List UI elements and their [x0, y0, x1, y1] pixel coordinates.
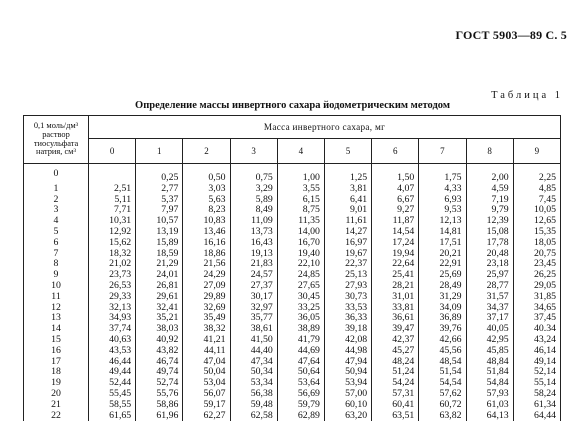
mass-cell: 4,33 [419, 184, 466, 195]
table-row [24, 411, 561, 422]
column-header: 2 [183, 139, 230, 164]
mass-cell: 46,74 [136, 357, 183, 368]
mass-cell: 24,01 [136, 270, 183, 281]
row-volume-cell: 20 [24, 389, 89, 400]
table-body [24, 164, 561, 422]
mass-cell: 39,47 [372, 324, 419, 335]
column-header: 3 [230, 139, 277, 164]
mass-cell: 22,91 [419, 259, 466, 270]
mass-cell: 51,54 [419, 367, 466, 378]
mass-cell: 8,49 [230, 205, 277, 216]
mass-cell: 55,14 [513, 378, 560, 389]
mass-cell: 63,20 [324, 411, 371, 422]
row-volume-cell: 3 [24, 205, 89, 216]
table-row [24, 205, 561, 216]
mass-cell: 64,13 [466, 411, 513, 422]
mass-cell: 9,53 [419, 205, 466, 216]
row-volume-cell: 9 [24, 270, 89, 281]
mass-cell: 13,46 [183, 227, 230, 238]
table-row [24, 227, 561, 238]
mass-cell: 11,09 [230, 216, 277, 227]
mass-cell: 59,17 [183, 400, 230, 411]
mass-cell: 50,94 [324, 367, 371, 378]
table-row [24, 195, 561, 206]
mass-cell: 51,84 [466, 367, 513, 378]
mass-cell: 1,25 [324, 164, 371, 184]
mass-cell: 61,65 [89, 411, 136, 422]
mass-cell: 60,72 [419, 400, 466, 411]
mass-cell: 14,81 [419, 227, 466, 238]
mass-cell: 61,03 [466, 400, 513, 411]
mass-cell: 5,37 [136, 195, 183, 206]
mass-cell: 35,77 [230, 313, 277, 324]
mass-cell: 49,74 [136, 367, 183, 378]
mass-cell: 61,34 [513, 400, 560, 411]
mass-cell: 7,71 [89, 205, 136, 216]
mass-cell: 47,64 [277, 357, 324, 368]
mass-cell: 14,27 [324, 227, 371, 238]
mass-cell: 16,16 [183, 238, 230, 249]
stub-header-line: раствор [42, 129, 70, 139]
mass-cell: 27,93 [324, 281, 371, 292]
mass-cell: 39,76 [419, 324, 466, 335]
mass-cell: 62,58 [230, 411, 277, 422]
mass-cell: 53,64 [277, 378, 324, 389]
mass-cell: 6,67 [372, 195, 419, 206]
mass-cell: 56,38 [230, 389, 277, 400]
table-row [24, 313, 561, 324]
mass-cell: 22,10 [277, 259, 324, 270]
row-volume-cell: 22 [24, 411, 89, 422]
mass-cell: 14,54 [372, 227, 419, 238]
mass-cell: 44,69 [277, 346, 324, 357]
mass-cell: 57,00 [324, 389, 371, 400]
mass-cell: 47,04 [183, 357, 230, 368]
mass-cell: 6,41 [324, 195, 371, 206]
mass-cell: 34,93 [89, 313, 136, 324]
mass-cell: 31,29 [419, 292, 466, 303]
mass-cell: 30,17 [230, 292, 277, 303]
mass-cell: 32,13 [89, 303, 136, 314]
mass-cell: 10,31 [89, 216, 136, 227]
mass-cell: 19,67 [324, 249, 371, 260]
mass-cell: 36,89 [419, 313, 466, 324]
mass-cell: 31,01 [372, 292, 419, 303]
mass-cell: 40.34 [513, 324, 560, 335]
mass-cell: 45,27 [372, 346, 419, 357]
mass-cell: 54,24 [372, 378, 419, 389]
column-header-row [24, 139, 561, 164]
mass-cell: 15,62 [89, 238, 136, 249]
mass-cell: 2,00 [466, 164, 513, 184]
mass-cell: 34,37 [466, 303, 513, 314]
mass-cell: 34,65 [513, 303, 560, 314]
mass-cell: 33,81 [372, 303, 419, 314]
table-row [24, 324, 561, 335]
mass-cell: 42,95 [466, 335, 513, 346]
mass-cell: 1,75 [419, 164, 466, 184]
mass-cell: 16,70 [277, 238, 324, 249]
mass-cell: 63,51 [372, 411, 419, 422]
mass-cell: 0,50 [183, 164, 230, 184]
mass-cell: 1,50 [372, 164, 419, 184]
mass-cell: 50,34 [230, 367, 277, 378]
mass-cell: 42,66 [419, 335, 466, 346]
data-table [23, 115, 561, 421]
mass-cell: 22,64 [372, 259, 419, 270]
mass-cell: 64,44 [513, 411, 560, 422]
mass-cell: 0,75 [230, 164, 277, 184]
mass-cell: 62,89 [277, 411, 324, 422]
stub-header-line: натрия, см³ [36, 147, 76, 157]
mass-cell: 25,69 [419, 270, 466, 281]
mass-cell: 13,73 [230, 227, 277, 238]
table-row [24, 281, 561, 292]
mass-cell: 43,53 [89, 346, 136, 357]
mass-cell: 0,25 [136, 164, 183, 184]
mass-cell: 23,45 [513, 259, 560, 270]
mass-cell: 3,03 [183, 184, 230, 195]
row-volume-cell: 14 [24, 324, 89, 335]
table-row [24, 292, 561, 303]
mass-cell: 28,49 [419, 281, 466, 292]
mass-cell: 21,29 [136, 259, 183, 270]
mass-cell [89, 164, 136, 184]
mass-cell: 46,14 [513, 346, 560, 357]
mass-cell: 38,03 [136, 324, 183, 335]
mass-cell: 58,55 [89, 400, 136, 411]
mass-cell: 20,48 [466, 249, 513, 260]
table-row [24, 303, 561, 314]
mass-cell: 57,93 [466, 389, 513, 400]
row-volume-cell: 17 [24, 357, 89, 368]
mass-cell: 37,74 [89, 324, 136, 335]
mass-cell: 38,89 [277, 324, 324, 335]
mass-cell: 63,82 [419, 411, 466, 422]
mass-cell: 44,11 [183, 346, 230, 357]
mass-cell: 12,39 [466, 216, 513, 227]
stub-header [24, 116, 89, 164]
mass-cell: 38,61 [230, 324, 277, 335]
mass-cell: 18,32 [89, 249, 136, 260]
mass-cell: 15,89 [136, 238, 183, 249]
table-row [24, 184, 561, 195]
row-volume-cell: 1 [24, 184, 89, 195]
stub-header-line: 0,1 моль/дм³ [33, 120, 79, 130]
mass-cell: 4,85 [513, 184, 560, 195]
mass-cell: 18,05 [513, 238, 560, 249]
mass-cell: 45,56 [419, 346, 466, 357]
row-volume-cell: 8 [24, 259, 89, 270]
mass-cell: 30,73 [324, 292, 371, 303]
row-volume-cell: 5 [24, 227, 89, 238]
mass-cell: 26,25 [513, 270, 560, 281]
mass-cell: 62,27 [183, 411, 230, 422]
mass-cell: 18,59 [136, 249, 183, 260]
mass-cell: 4,59 [466, 184, 513, 195]
mass-cell: 36,33 [324, 313, 371, 324]
mass-cell: 54,84 [466, 378, 513, 389]
mass-cell: 14,00 [277, 227, 324, 238]
mass-cell: 11,35 [277, 216, 324, 227]
mass-cell: 32,69 [183, 303, 230, 314]
mass-cell: 5,63 [183, 195, 230, 206]
mass-cell: 35,49 [183, 313, 230, 324]
table-row [24, 357, 561, 368]
mass-cell: 5,89 [230, 195, 277, 206]
mass-cell: 16,97 [324, 238, 371, 249]
mass-cell: 24,29 [183, 270, 230, 281]
mass-cell: 41,21 [183, 335, 230, 346]
mass-cell: 28,77 [466, 281, 513, 292]
mass-cell: 25,41 [372, 270, 419, 281]
table-row [24, 270, 561, 281]
mass-cell: 8,23 [183, 205, 230, 216]
row-volume-cell: 0 [24, 164, 89, 184]
mass-cell: 40,63 [89, 335, 136, 346]
mass-cell: 59,79 [277, 400, 324, 411]
mass-cell: 28,21 [372, 281, 419, 292]
mass-cell: 13,19 [136, 227, 183, 238]
mass-cell: 52,74 [136, 378, 183, 389]
mass-cell: 51,24 [372, 367, 419, 378]
mass-cell: 5,11 [89, 195, 136, 206]
mass-cell: 49,14 [513, 357, 560, 368]
mass-cell: 49,44 [89, 367, 136, 378]
mass-cell: 23,18 [466, 259, 513, 270]
mass-cell: 16,43 [230, 238, 277, 249]
mass-cell: 2,77 [136, 184, 183, 195]
mass-cell: 40,05 [466, 324, 513, 335]
mass-cell: 54,54 [419, 378, 466, 389]
mass-cell: 26,81 [136, 281, 183, 292]
mass-cell: 24,57 [230, 270, 277, 281]
mass-cell: 41,79 [277, 335, 324, 346]
mass-cell: 9,01 [324, 205, 371, 216]
row-volume-cell: 15 [24, 335, 89, 346]
mass-cell: 29,89 [183, 292, 230, 303]
column-header: 1 [136, 139, 183, 164]
mass-cell: 15,35 [513, 227, 560, 238]
mass-cell: 26,53 [89, 281, 136, 292]
mass-cell: 1,00 [277, 164, 324, 184]
mass-cell: 50,64 [277, 367, 324, 378]
row-volume-cell: 18 [24, 367, 89, 378]
mass-cell: 31,57 [466, 292, 513, 303]
mass-cell: 29,33 [89, 292, 136, 303]
mass-cell: 47,94 [324, 357, 371, 368]
mass-cell: 10,83 [183, 216, 230, 227]
table-row [24, 389, 561, 400]
mass-cell: 57,62 [419, 389, 466, 400]
row-volume-cell: 10 [24, 281, 89, 292]
mass-cell: 21,83 [230, 259, 277, 270]
mass-cell: 41,50 [230, 335, 277, 346]
mass-cell: 56,69 [277, 389, 324, 400]
mass-cell: 46,44 [89, 357, 136, 368]
mass-cell: 21,56 [183, 259, 230, 270]
row-volume-cell: 7 [24, 249, 89, 260]
mass-cell: 29,05 [513, 281, 560, 292]
mass-cell: 3,81 [324, 184, 371, 195]
mass-cell: 43,24 [513, 335, 560, 346]
mass-cell: 55,45 [89, 389, 136, 400]
table-row [24, 164, 561, 184]
mass-cell: 42,08 [324, 335, 371, 346]
mass-cell: 23,73 [89, 270, 136, 281]
mass-cell: 8,75 [277, 205, 324, 216]
column-header: 0 [89, 139, 136, 164]
mass-cell: 60,41 [372, 400, 419, 411]
mass-header: Масса инвертного сахара, мг [89, 116, 561, 139]
mass-cell: 48,24 [372, 357, 419, 368]
mass-cell: 6,93 [419, 195, 466, 206]
mass-cell: 38,32 [183, 324, 230, 335]
mass-cell: 57,31 [372, 389, 419, 400]
row-volume-cell: 19 [24, 378, 89, 389]
mass-cell: 10,05 [513, 205, 560, 216]
table-row [24, 216, 561, 227]
mass-cell: 36,05 [277, 313, 324, 324]
mass-cell: 24,85 [277, 270, 324, 281]
mass-cell: 6,15 [277, 195, 324, 206]
mass-cell: 3,29 [230, 184, 277, 195]
mass-cell: 44,98 [324, 346, 371, 357]
mass-cell: 48,84 [466, 357, 513, 368]
row-volume-cell: 12 [24, 303, 89, 314]
mass-cell: 12,65 [513, 216, 560, 227]
mass-cell: 3,55 [277, 184, 324, 195]
stub-header-line: тиосульфата [33, 138, 79, 148]
row-volume-cell: 4 [24, 216, 89, 227]
table-row [24, 400, 561, 411]
mass-cell: 12,13 [419, 216, 466, 227]
table-row [24, 335, 561, 346]
mass-cell: 25,97 [466, 270, 513, 281]
mass-cell: 58,24 [513, 389, 560, 400]
mass-cell: 53,94 [324, 378, 371, 389]
table-title: Определение массы инвертного сахара йодометрическим методом [135, 100, 450, 111]
mass-cell: 19,94 [372, 249, 419, 260]
mass-cell: 58,86 [136, 400, 183, 411]
mass-cell: 59,48 [230, 400, 277, 411]
mass-cell: 17,24 [372, 238, 419, 249]
mass-cell: 12,92 [89, 227, 136, 238]
mass-cell: 19,13 [230, 249, 277, 260]
column-header: 9 [513, 139, 560, 164]
mass-cell: 37,45 [513, 313, 560, 324]
mass-cell: 55,76 [136, 389, 183, 400]
mass-cell: 37,17 [466, 313, 513, 324]
mass-cell: 47,34 [230, 357, 277, 368]
mass-cell: 30,45 [277, 292, 324, 303]
mass-cell: 56,07 [183, 389, 230, 400]
column-header: 6 [372, 139, 419, 164]
mass-cell: 7,97 [136, 205, 183, 216]
mass-cell: 20,75 [513, 249, 560, 260]
mass-cell: 53,34 [230, 378, 277, 389]
mass-cell: 33,25 [277, 303, 324, 314]
mass-cell: 32,41 [136, 303, 183, 314]
mass-cell: 35,21 [136, 313, 183, 324]
mass-cell: 11,87 [372, 216, 419, 227]
row-volume-cell: 16 [24, 346, 89, 357]
mass-cell: 42,37 [372, 335, 419, 346]
mass-cell: 9,27 [372, 205, 419, 216]
mass-cell: 7,19 [466, 195, 513, 206]
mass-cell: 48,54 [419, 357, 466, 368]
mass-cell: 31,85 [513, 292, 560, 303]
table-row [24, 346, 561, 357]
mass-cell: 10,57 [136, 216, 183, 227]
row-volume-cell: 6 [24, 238, 89, 249]
mass-cell: 32,97 [230, 303, 277, 314]
row-volume-cell: 21 [24, 400, 89, 411]
mass-cell: 27,65 [277, 281, 324, 292]
mass-cell: 43,82 [136, 346, 183, 357]
row-volume-cell: 11 [24, 292, 89, 303]
mass-cell: 2,25 [513, 164, 560, 184]
mass-cell: 53,04 [183, 378, 230, 389]
mass-cell: 4,07 [372, 184, 419, 195]
table-row [24, 367, 561, 378]
mass-cell: 25,13 [324, 270, 371, 281]
row-volume-cell: 2 [24, 195, 89, 206]
mass-cell: 11,61 [324, 216, 371, 227]
table-row [24, 249, 561, 260]
mass-cell: 17,78 [466, 238, 513, 249]
table-label: Таблица 1 [491, 90, 563, 101]
mass-cell: 52,14 [513, 367, 560, 378]
mass-cell: 7,45 [513, 195, 560, 206]
mass-cell: 27,09 [183, 281, 230, 292]
table-row [24, 259, 561, 270]
mass-cell: 21,02 [89, 259, 136, 270]
row-volume-cell: 13 [24, 313, 89, 324]
mass-cell: 17,51 [419, 238, 466, 249]
column-header: 8 [466, 139, 513, 164]
mass-cell: 15,08 [466, 227, 513, 238]
column-header: 7 [419, 139, 466, 164]
column-header: 4 [277, 139, 324, 164]
mass-cell: 33,53 [324, 303, 371, 314]
mass-cell: 52,44 [89, 378, 136, 389]
column-header: 5 [324, 139, 371, 164]
mass-cell: 2,51 [89, 184, 136, 195]
mass-cell: 36,61 [372, 313, 419, 324]
mass-cell: 44,40 [230, 346, 277, 357]
mass-cell: 29,61 [136, 292, 183, 303]
mass-cell: 45,85 [466, 346, 513, 357]
mass-cell: 9,79 [466, 205, 513, 216]
mass-cell: 50,04 [183, 367, 230, 378]
mass-cell: 22,37 [324, 259, 371, 270]
mass-cell: 40,92 [136, 335, 183, 346]
mass-cell: 27,37 [230, 281, 277, 292]
mass-cell: 61,96 [136, 411, 183, 422]
mass-cell: 19,40 [277, 249, 324, 260]
mass-cell: 60,10 [324, 400, 371, 411]
mass-cell: 39,18 [324, 324, 371, 335]
mass-cell: 20,21 [419, 249, 466, 260]
mass-cell: 18,86 [183, 249, 230, 260]
mass-cell: 34,09 [419, 303, 466, 314]
table-row [24, 238, 561, 249]
page-header: ГОСТ 5903—89 С. 5 [455, 28, 567, 42]
table-row [24, 378, 561, 389]
